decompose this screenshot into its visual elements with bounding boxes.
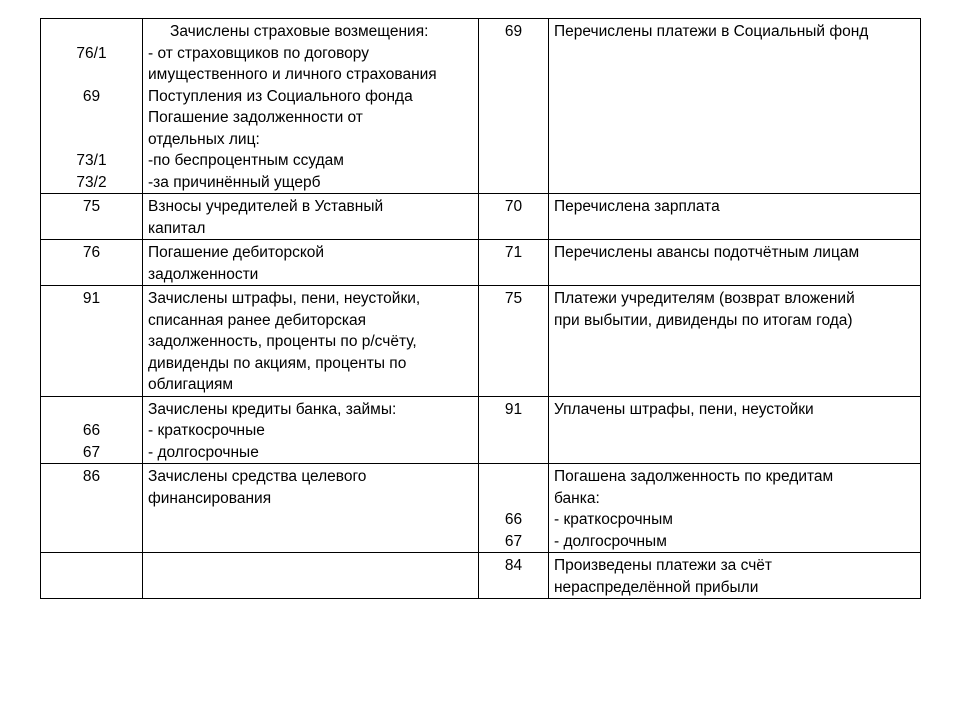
description-line: Погашена задолженность по кредитам [554, 468, 834, 485]
credit-description-cell [549, 286, 921, 397]
description-line: отдельных лиц: [148, 130, 260, 148]
credit-description-cell [549, 194, 921, 240]
account-number: 66 [504, 511, 523, 528]
debit-account-cell [41, 240, 143, 286]
description-line: финансирования [148, 489, 272, 507]
description-line: Произведены платежи за счёт [554, 557, 772, 574]
account-number: 76/1 [76, 44, 107, 62]
spacer-line [46, 64, 137, 86]
debit-description-cell [143, 464, 479, 553]
description-line: Погашение задолженности от [148, 109, 363, 126]
debit-description-cell [143, 19, 479, 194]
account-number: 66 [82, 422, 101, 439]
description-line: капитал [148, 219, 206, 237]
description-line: Поступления из Социального фонда [148, 87, 413, 105]
description-line: дивиденды по акциям, проценты по [148, 354, 407, 372]
table-row [41, 553, 921, 599]
description-line: при выбытии, дивиденды по итогам года) [554, 311, 853, 329]
table-row [41, 19, 921, 194]
credit-account-cell [479, 194, 549, 240]
account-number: 67 [504, 532, 523, 550]
description-line: Перечислена зарплата [554, 198, 720, 215]
credit-account-cell [479, 464, 549, 553]
description-line: банка: [554, 489, 600, 507]
description-line: Зачислены страховые возмещения: [170, 23, 429, 40]
table-row [41, 286, 921, 397]
credit-description-cell [549, 553, 921, 599]
credit-description-cell [549, 464, 921, 553]
credit-account-cell [479, 286, 549, 397]
debit-account-cell [41, 19, 143, 194]
credit-account-cell [479, 553, 549, 599]
description-line: - долгосрочным [554, 532, 667, 550]
spacer-line [46, 129, 137, 151]
description-line: Перечислены авансы подотчётным лицам [554, 244, 860, 261]
description-line: -по беспроцентным ссудам [148, 152, 344, 169]
account-number: 91 [504, 400, 523, 418]
spacer-line [46, 21, 137, 43]
description-line: - краткосрочные [148, 422, 265, 439]
account-number: 73/1 [76, 152, 107, 169]
debit-description-cell [143, 553, 479, 599]
credit-description-cell [549, 19, 921, 194]
description-line: Погашение дебиторской [148, 244, 325, 261]
debit-account-cell [41, 286, 143, 397]
table-row [41, 194, 921, 240]
spacer-line [46, 107, 137, 129]
account-number: 69 [82, 87, 101, 105]
account-number: 76 [82, 244, 101, 261]
debit-description-cell [143, 286, 479, 397]
debit-description-cell [143, 194, 479, 240]
debit-description-cell [143, 396, 479, 464]
account-number: 71 [504, 244, 523, 261]
description-line: задолженности [148, 265, 259, 283]
debit-account-cell [41, 553, 143, 599]
description-line: - краткосрочным [554, 511, 673, 528]
description-line: нераспределённой прибыли [554, 578, 759, 596]
description-line: - от страховщиков по договору [148, 44, 369, 62]
description-line: Зачислены кредиты банка, займы: [148, 400, 397, 418]
credit-description-cell [549, 396, 921, 464]
account-number: 91 [82, 290, 101, 307]
description-line: -за причинённый ущерб [148, 173, 321, 191]
account-number: 70 [504, 198, 523, 215]
credit-description-cell [549, 240, 921, 286]
description-line: Взносы учредителей в Уставный [148, 198, 384, 215]
spacer-line [46, 399, 137, 421]
description-line: Платежи учредителям (возврат вложений [554, 290, 855, 307]
account-number: 73/2 [76, 173, 107, 191]
debit-account-cell [41, 194, 143, 240]
account-number: 69 [504, 23, 523, 40]
description-line: списанная ранее дебиторская [148, 311, 367, 329]
table-row [41, 396, 921, 464]
credit-account-cell [479, 240, 549, 286]
description-line: Зачислены средства целевого [148, 468, 367, 485]
ledger-table [40, 18, 921, 599]
description-line: - долгосрочные [148, 443, 259, 461]
ledger-body [41, 19, 921, 599]
table-row [41, 464, 921, 553]
debit-description-cell [143, 240, 479, 286]
debit-account-cell [41, 396, 143, 464]
account-number: 75 [82, 198, 101, 215]
spacer-line [484, 488, 543, 510]
description-line: задолженность, проценты по р/счёту, [148, 333, 417, 350]
account-number: 75 [504, 290, 523, 307]
debit-account-cell [41, 464, 143, 553]
account-number: 86 [82, 468, 101, 485]
table-row [41, 240, 921, 286]
description-line: имущественного и личного страхования [148, 66, 437, 83]
description-line: Перечислены платежи в Социальный фонд [554, 23, 869, 40]
credit-account-cell [479, 396, 549, 464]
account-number: 67 [82, 443, 101, 461]
description-line: Уплачены штрафы, пени, неустойки [554, 400, 814, 418]
account-number: 84 [504, 557, 523, 574]
spacer-line [484, 466, 543, 488]
description-line: облигациям [148, 376, 234, 393]
description-line: Зачислены штрафы, пени, неустойки, [148, 290, 421, 307]
credit-account-cell [479, 19, 549, 194]
